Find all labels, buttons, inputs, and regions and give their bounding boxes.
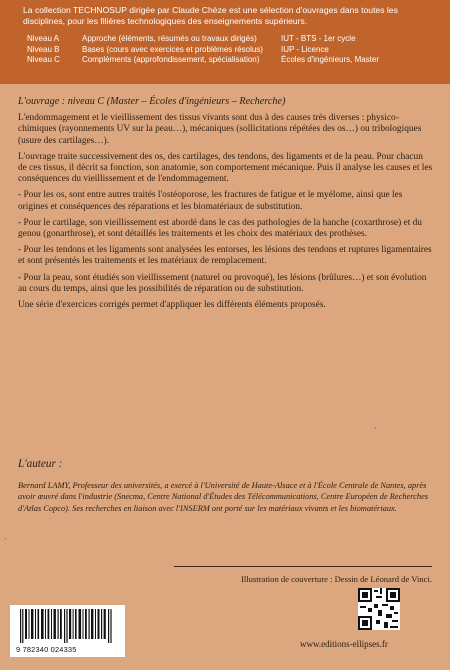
level-name: Niveau C (27, 55, 60, 65)
book-description (18, 96, 434, 316)
stray-mark: ˊ (4, 537, 7, 546)
level-target: Écoles d'ingénieurs, Master (281, 55, 380, 65)
level-target: IUP - Licence (281, 44, 329, 54)
description-paragraph: L'ouvrage traite successivement des os, des cartilages, des tendons, des ligaments et de la peau. Pour chacun de ces tissus, il décrit sa fonction, son anatomie, son comportement mécanique. Puis il analyse les causes et les conséquences du vieillissement et de l'endommagement. (18, 151, 433, 185)
description-paragraph: Une série d'exercices corrigés permet d'appliquer les différents éléments proposés. (18, 300, 326, 311)
level-target: IUT - BTS - 1er cycle (281, 34, 356, 43)
description-paragraph: - Pour le cartilage, son vieillissement est abordé dans le cas des pathologies de la hanche (coxarthrose) et du genou (gonarthrose), et sont détaillés les traitements et les choix des matériaux des prothèses. (18, 217, 422, 240)
isbn-barcode (10, 605, 125, 657)
cover-credit: Illustration de couverture : Dessin de Léonard de Vinci. (174, 566, 432, 584)
description-paragraph: - Pour les tendons et les ligaments sont analysées les entorses, les lésions des tendons et ruptures ligamentaires et sont présentés les traitements et les matériaux de remplacement. (18, 245, 432, 267)
level-desc: Bases (cours avec exercices et problèmes résolus) (82, 44, 263, 54)
publisher-url[interactable]: www.editions-ellipses.fr (300, 639, 388, 649)
barcode-icon (18, 609, 118, 643)
level-heading: L'ouvrage : niveau C (Master – Écoles d'ingénieurs – Recherche) (18, 96, 286, 107)
levels-table (27, 34, 447, 66)
author-bio: Bernard LAMY, Professeur des universités, a exercé à l'Université de Haute-Alsace et à l'École Centrale de Nantes, après avoir œuvré dans l'industrie (Snecma, Centre National d'Études des Télécommunications, Centre Européen de Recherches d'Atlas Copco). Ses recherches en liaison avec l'INSERM ont porté sur les matériaux vivants et les biomatériaux. (18, 481, 429, 513)
level-name: Niveau A (27, 34, 60, 43)
isbn-number: 9 782340 024335 (16, 645, 77, 654)
level-desc: Approche (éléments, résumés ou travaux dirigés) (82, 34, 257, 43)
description-paragraph: L'endommagement et le vieillissement des tissus vivants sont dus à des causes très diverses : physico-chimiques (rayonnements UV sur la peau…), mécaniques (sollicitations répétées des os…) ou tribologiques (usure des cartilages…). (18, 113, 422, 146)
description-paragraph: - Pour les os, sont entre autres traités l'ostéoporose, les fractures de fatigue et le myélome, ainsi que les origines et conséquences des réparations et les biomatériaux de substitution. (18, 190, 403, 212)
level-row (27, 45, 447, 56)
collection-banner (0, 0, 450, 84)
level-row (27, 34, 447, 45)
level-name: Niveau B (27, 44, 60, 54)
level-row (27, 55, 447, 66)
stray-mark: ˋ (374, 426, 377, 436)
level-desc: Compléments (approfondissement, spécialisation) (82, 55, 260, 65)
collection-intro: La collection TECHNOSUP dirigée par Claude Chèze est une sélection d'ouvrages dans toutes les disciplines, pour les filières technologiques des enseignements supérieurs. (23, 5, 398, 26)
qr-code (358, 588, 400, 630)
qr-code-icon (358, 588, 400, 630)
author-heading: L'auteur : (18, 458, 63, 470)
description-paragraph: - Pour la peau, sont étudiés son vieillissement (naturel ou provoqué), les lésions (brûlures…) et son évolution au cours du temps, ainsi que les possibilités de réparation ou de substitution. (18, 272, 427, 294)
